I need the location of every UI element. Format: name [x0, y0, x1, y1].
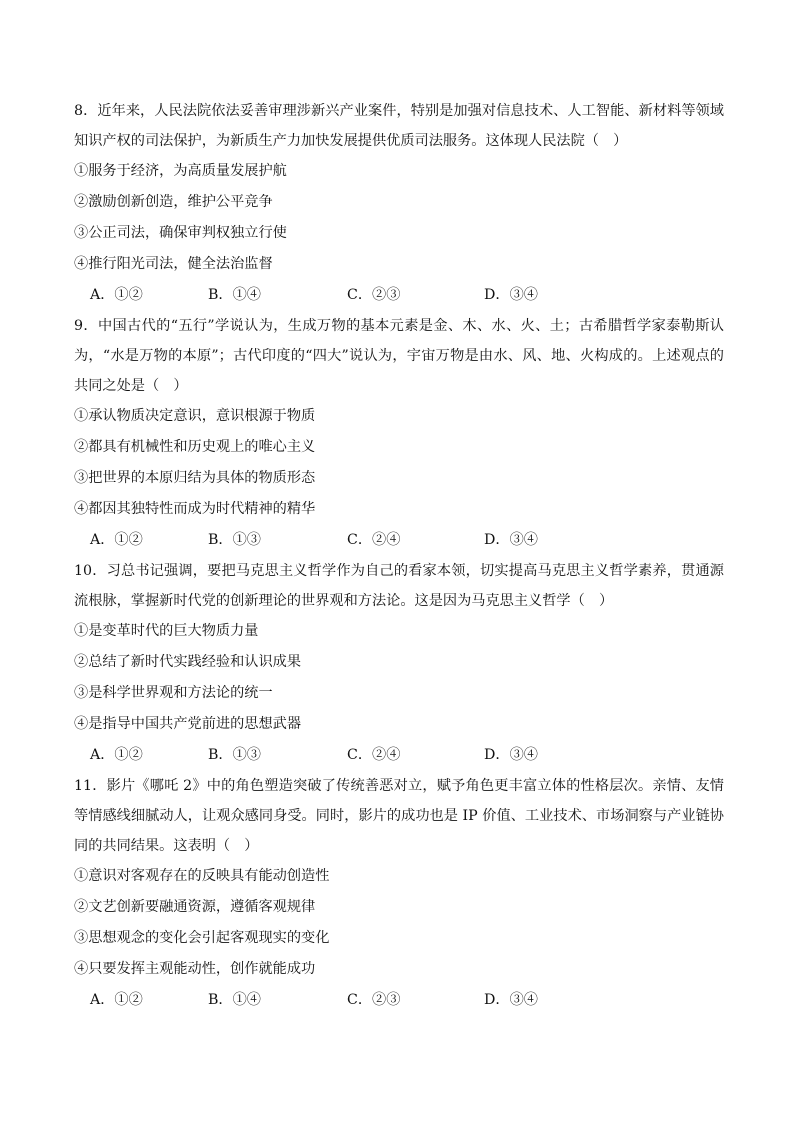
question-option: ④推行阳光司法，健全法治监督: [74, 256, 273, 272]
question-option: ④都因其独特性而成为时代精神的精华: [74, 501, 316, 517]
question-option: ①意识对客观存在的反映具有能动创造性: [74, 868, 330, 884]
answer-choices: [74, 985, 724, 1016]
question-option: ③公正司法，确保审判权独立行使: [74, 225, 287, 241]
question-option: ④只要发挥主观能动性，创作就能成功: [74, 961, 316, 977]
question-stem: 11．影片《哪吒 2》中的角色塑造突破了传统善恶对立，赋予角色更丰富立体的性格层次。亲情、友情等情感线细腻动人，让观众感同身受。同时，影片的成功也是 IP 价值、工业技术、市场洞察与产业链协同的共同结果。这表明（ ）: [74, 778, 724, 854]
choice-d[interactable]: D．③④: [484, 992, 538, 1008]
question-option: ②激励创新创造，维护公平竞争: [74, 194, 273, 210]
question-stem: 9．中国古代的“五行”学说认为，生成万物的基本元素是金、木、水、火、土；古希腊哲学家泰勒斯认为，“水是万物的本原”；古代印度的“四大”说认为，宇宙万物是由水、风、地、火构成的。上述观点的共同之处是（ ）: [74, 318, 724, 394]
choice-b[interactable]: B．①③: [208, 532, 261, 548]
choice-b[interactable]: B．①④: [208, 287, 261, 303]
choice-d[interactable]: D．③④: [484, 287, 538, 303]
choice-b[interactable]: B．①③: [208, 747, 261, 763]
choice-c[interactable]: C．②③: [347, 287, 401, 303]
choice-a[interactable]: A．①②: [90, 287, 143, 303]
choice-c[interactable]: C．②④: [347, 747, 401, 763]
choice-d[interactable]: D．③④: [484, 532, 538, 548]
exam-page: [74, 96, 724, 1016]
question-option: ②都具有机械性和历史观上的唯心主义: [74, 439, 316, 455]
choice-b[interactable]: B．①④: [208, 992, 261, 1008]
question-option: ①是变革时代的巨大物质力量: [74, 623, 259, 639]
answer-choices: [74, 280, 724, 311]
question-8: [74, 96, 724, 311]
answer-choices: [74, 740, 724, 771]
choice-d[interactable]: D．③④: [484, 747, 538, 763]
choice-c[interactable]: C．②④: [347, 532, 401, 548]
question-option: ④是指导中国共产党前进的思想武器: [74, 716, 302, 732]
question-option: ②文艺创新要融通资源，遵循客观规律: [74, 899, 316, 915]
question-9: [74, 311, 724, 556]
question-option: ②总结了新时代实践经验和认识成果: [74, 654, 302, 670]
choice-a[interactable]: A．①②: [90, 992, 143, 1008]
question-10: [74, 556, 724, 771]
question-option: ①承认物质决定意识，意识根源于物质: [74, 408, 316, 424]
question-option: ③把世界的本原归结为具体的物质形态: [74, 470, 316, 486]
answer-choices: [74, 525, 724, 556]
question-option: ③是科学世界观和方法论的统一: [74, 685, 273, 701]
choice-c[interactable]: C．②③: [347, 992, 401, 1008]
choice-a[interactable]: A．①②: [90, 747, 143, 763]
question-stem: 8．近年来，人民法院依法妥善审理涉新兴产业案件，特别是加强对信息技术、人工智能、新材料等领域知识产权的司法保护，为新质生产力加快发展提供优质司法服务。这体现人民法院（ ）: [74, 103, 724, 149]
question-11: [74, 771, 724, 1016]
choice-a[interactable]: A．①②: [90, 532, 143, 548]
question-option: ①服务于经济，为高质量发展护航: [74, 163, 287, 179]
question-option: ③思想观念的变化会引起客观现实的变化: [74, 930, 330, 946]
question-stem: 10．习总书记强调，要把马克思主义哲学作为自己的看家本领，切实提高马克思主义哲学素养，贯通源流根脉，掌握新时代党的创新理论的世界观和方法论。这是因为马克思主义哲学（ ）: [74, 563, 724, 609]
